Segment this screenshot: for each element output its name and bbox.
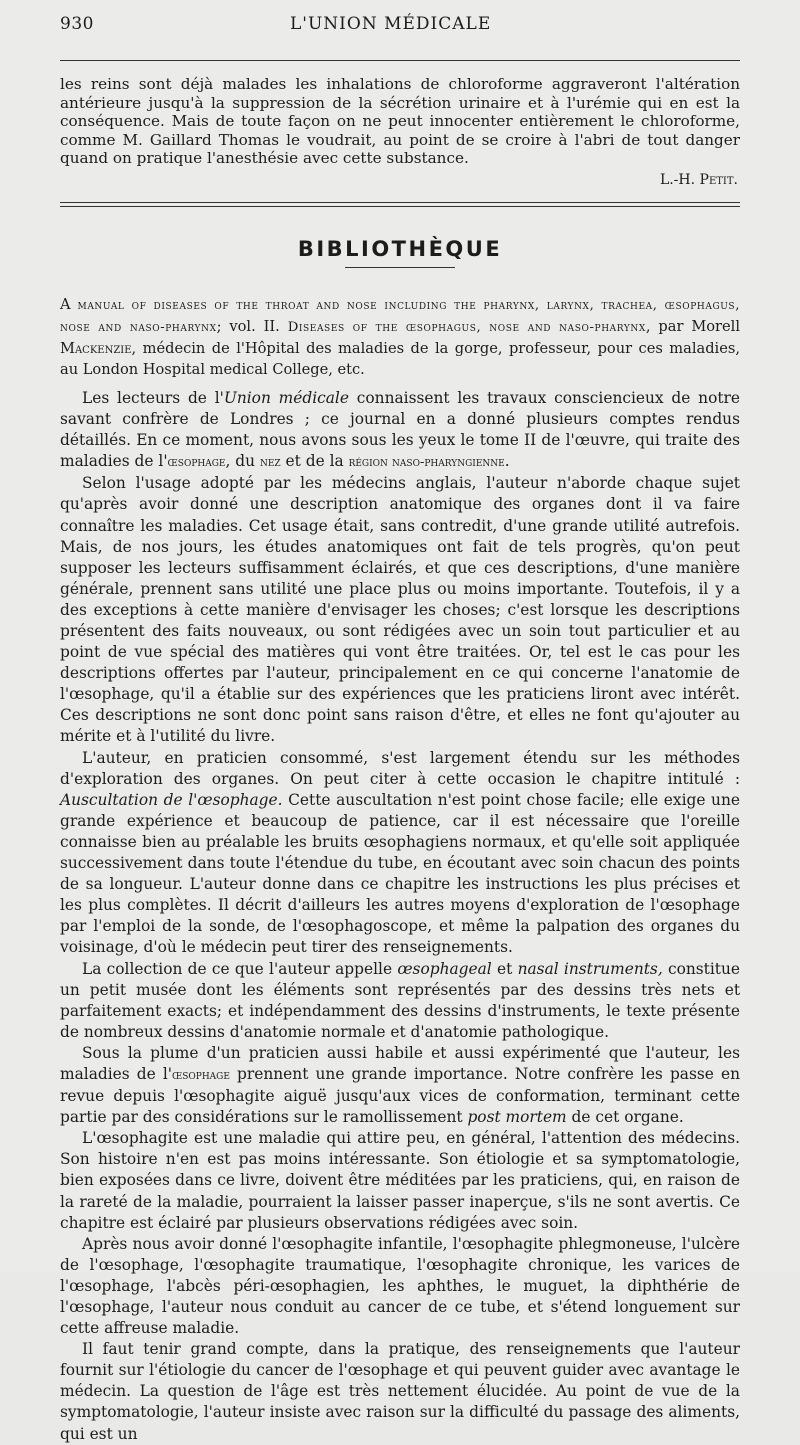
- book-title: manual of diseases of the throat and nose including the pharynx, larynx, trachea, œsophagus, nose and naso-pharynx: [60, 297, 740, 335]
- text-run-smallcaps: région naso-pharyngienne: [348, 455, 505, 471]
- text-run: , du: [225, 452, 260, 471]
- text-run-italic: Union médicale: [223, 388, 349, 407]
- text-run-smallcaps: œsophage: [171, 1067, 230, 1083]
- journal-title: L'UNION MÉDICALE: [290, 14, 492, 34]
- text-run: Sous la plume d'un praticien aussi habile et aussi expérimenté que l'auteur, les maladies de l': [60, 1043, 740, 1083]
- paragraph-7: Après nous avoir donné l'œsophagite infantile, l'œsophagite phlegmoneuse, l'ulcère de l'œsophage, l'œsophagite traumatique, l'œsophagite chronique, les varices de l'œsophage, l'abcès péri-œsophagien, les aphthes, le muguet, la diphthérie de l'œsophage, l'auteur nous conduit au cancer de ce tube, et s'étend longuement sur cette affreuse maladie.: [60, 1234, 740, 1338]
- paragraph-8: Il faut tenir grand compte, dans la pratique, des renseignements que l'auteur fournit sur l'étiologie du cancer de l'œsophage et qui peuvent guider avec avantage le médecin. La question de l'âge est très nettement élucidée. Au point de vue de la symptomatologie, l'auteur insiste avec raison sur la difficulté du passage des aliments, qui est un: [60, 1340, 740, 1443]
- text-run: prennent une grande importance. Notre confrère les passe en revue depuis l'œsophagite aiguë jusqu'aux vices de conformation, terminant cette partie par des considérations sur le ramollissement: [60, 1064, 740, 1127]
- text-run: constitue un petit musée dont les éléments sont représentés par des dessins très nets et parfaitement exacts; et indépendamment des dessins d'instruments, le texte présente de nombreux dessins d'anatomie normale et d'anatomie pathologique.: [60, 959, 740, 1041]
- header-rule: [60, 60, 740, 61]
- paragraph-4: [60, 959, 740, 1043]
- paragraph-2: Selon l'usage adopté par les médecins anglais, l'auteur n'aborde chaque sujet qu'après avoir donné une description anatomique des organes dont il va faire connaître les maladies. Cet usage était, sans contredit, d'une grande utilité autrefois. Mais, de nos jours, les études anatomiques ont fait de tels progrès, qu'on peut supposer les lecteurs suffisamment éclairés, et que ces descriptions, d'une manière générale, prennent sans utilité une place plus ou moins importante. Toutefois, il y a des exceptions à cette manière d'envisager les choses; c'est lorsque les descriptions présentent des faits nouveaux, ou sont rédigées avec un soin tout particulier et au point de vue spécial des matières qui vont être traitées. Or, tel est le cas pour les descriptions offertes par l'auteur, principalement en ce qui concerne l'anatomie de l'œsophage, qu'il a établie sur des expériences que les praticiens liront avec intérêt. Ces descriptions ne sont donc point sans raison d'être, et elles ne font qu'ajouter au mérite et à l'utilité du livre.: [60, 474, 740, 746]
- text-run: Cette auscultation n'est point chose facile; elle exige une grande expérience et beaucoup de patience, car il est nécessaire que l'oreille connaisse bien au préalable les bruits œsophagiens normaux, et qu'elle soit appliquée successivement dans toute l'étendue du tube, en écoutant avec soin chacun des points de sa longueur. L'auteur donne dans ce chapitre les instructions les plus précises et les plus complètes. Il décrit d'ailleurs les autres moyens d'exploration de l'œsophage par l'emploi de la sonde, de l'œsophagoscope, et même la palpation des organes du voisinage, d'où le médecin peut tirer des renseignements.: [60, 790, 740, 957]
- author-signature: [60, 172, 740, 188]
- book-lead: A: [60, 295, 78, 313]
- paragraph-3: [60, 748, 740, 959]
- signature-initials: L.-H. P: [659, 171, 709, 188]
- paragraph-6: L'œsophagite est une maladie qui attire peu, en général, l'attention des médecins. Son histoire n'en est pas moins intéressante. Son étiologie et sa symptomatologie, bien exposées dans ce livre, doivent être méditées par les praticiens, qui, en raison de la rareté de la maladie, pourraient la laisser passer inaperçue, s'ils ne sont avertis. Ce chapitre est éclairé par plusieurs observations rédigées avec soin.: [60, 1129, 740, 1232]
- book-subtitle: Diseases of the œsophagus, nose and naso-pharynx: [287, 319, 646, 335]
- text-run: et de la: [280, 452, 349, 471]
- text-run: La collection de ce que l'auteur appelle: [82, 959, 398, 978]
- text-run: et: [491, 959, 518, 978]
- book-author-details: , médecin de l'Hôpital des maladies de la gorge, professeur, pour ces maladies, au London Hospital medical College, etc.: [60, 339, 740, 378]
- book-by: , par Morell: [645, 317, 740, 335]
- text-run-italic: nasal instruments,: [517, 959, 663, 978]
- text-run-italic: Auscultation de l'œsophage.: [60, 790, 283, 809]
- signature-surname: etit.: [708, 171, 738, 188]
- paragraph-5: [60, 1043, 740, 1128]
- text-run: de cet organe.: [566, 1108, 684, 1127]
- text-run: .: [504, 452, 510, 471]
- text-run-smallcaps: œsophage: [167, 455, 226, 471]
- title-underline: [345, 267, 455, 268]
- text-run: Les lecteurs de l': [82, 388, 224, 407]
- text-run: connaissent les travaux consciencieux de notre savant confrère de Londres ; ce journal en a donné plusieurs comptes rendus détaillés. En ce moment, nous avons sous les yeux le tome II de l'œuvre, qui traite des maladies de l': [60, 388, 740, 471]
- book-author: Mackenzie: [60, 339, 132, 357]
- previous-article-ending: les reins sont déjà malades les inhalations de chloroforme aggraveront l'altération antérieure jusqu'à la suppression de la sécrétion urinaire et à l'urémie qui en est la conséquence. Mais de toute façon on ne peut innocenter entièrement le chloroforme, comme M. Gaillard Thomas le voudrait, au point de se croire à l'abri de tout danger quand on pratique l'anesthésie avec cette substance.: [60, 75, 740, 168]
- book-reference: [60, 294, 740, 380]
- text-run-smallcaps: nez: [259, 455, 281, 471]
- text-run-italic: œsophageal: [397, 959, 492, 978]
- page-number: 930: [60, 14, 94, 34]
- text-run-italic: post mortem: [467, 1108, 567, 1127]
- section-title: BIBLIOTHÈQUE: [297, 236, 503, 261]
- running-header: [60, 14, 740, 44]
- paragraph-1: [60, 388, 740, 473]
- book-volume: ; vol. II.: [216, 317, 288, 335]
- section-separator: [60, 202, 740, 207]
- review-body: [60, 388, 740, 1445]
- text-run: L'auteur, en praticien consommé, s'est largement étendu sur les méthodes d'exploration des organes. On peut citer à cette occasion le chapitre intitulé :: [60, 748, 740, 788]
